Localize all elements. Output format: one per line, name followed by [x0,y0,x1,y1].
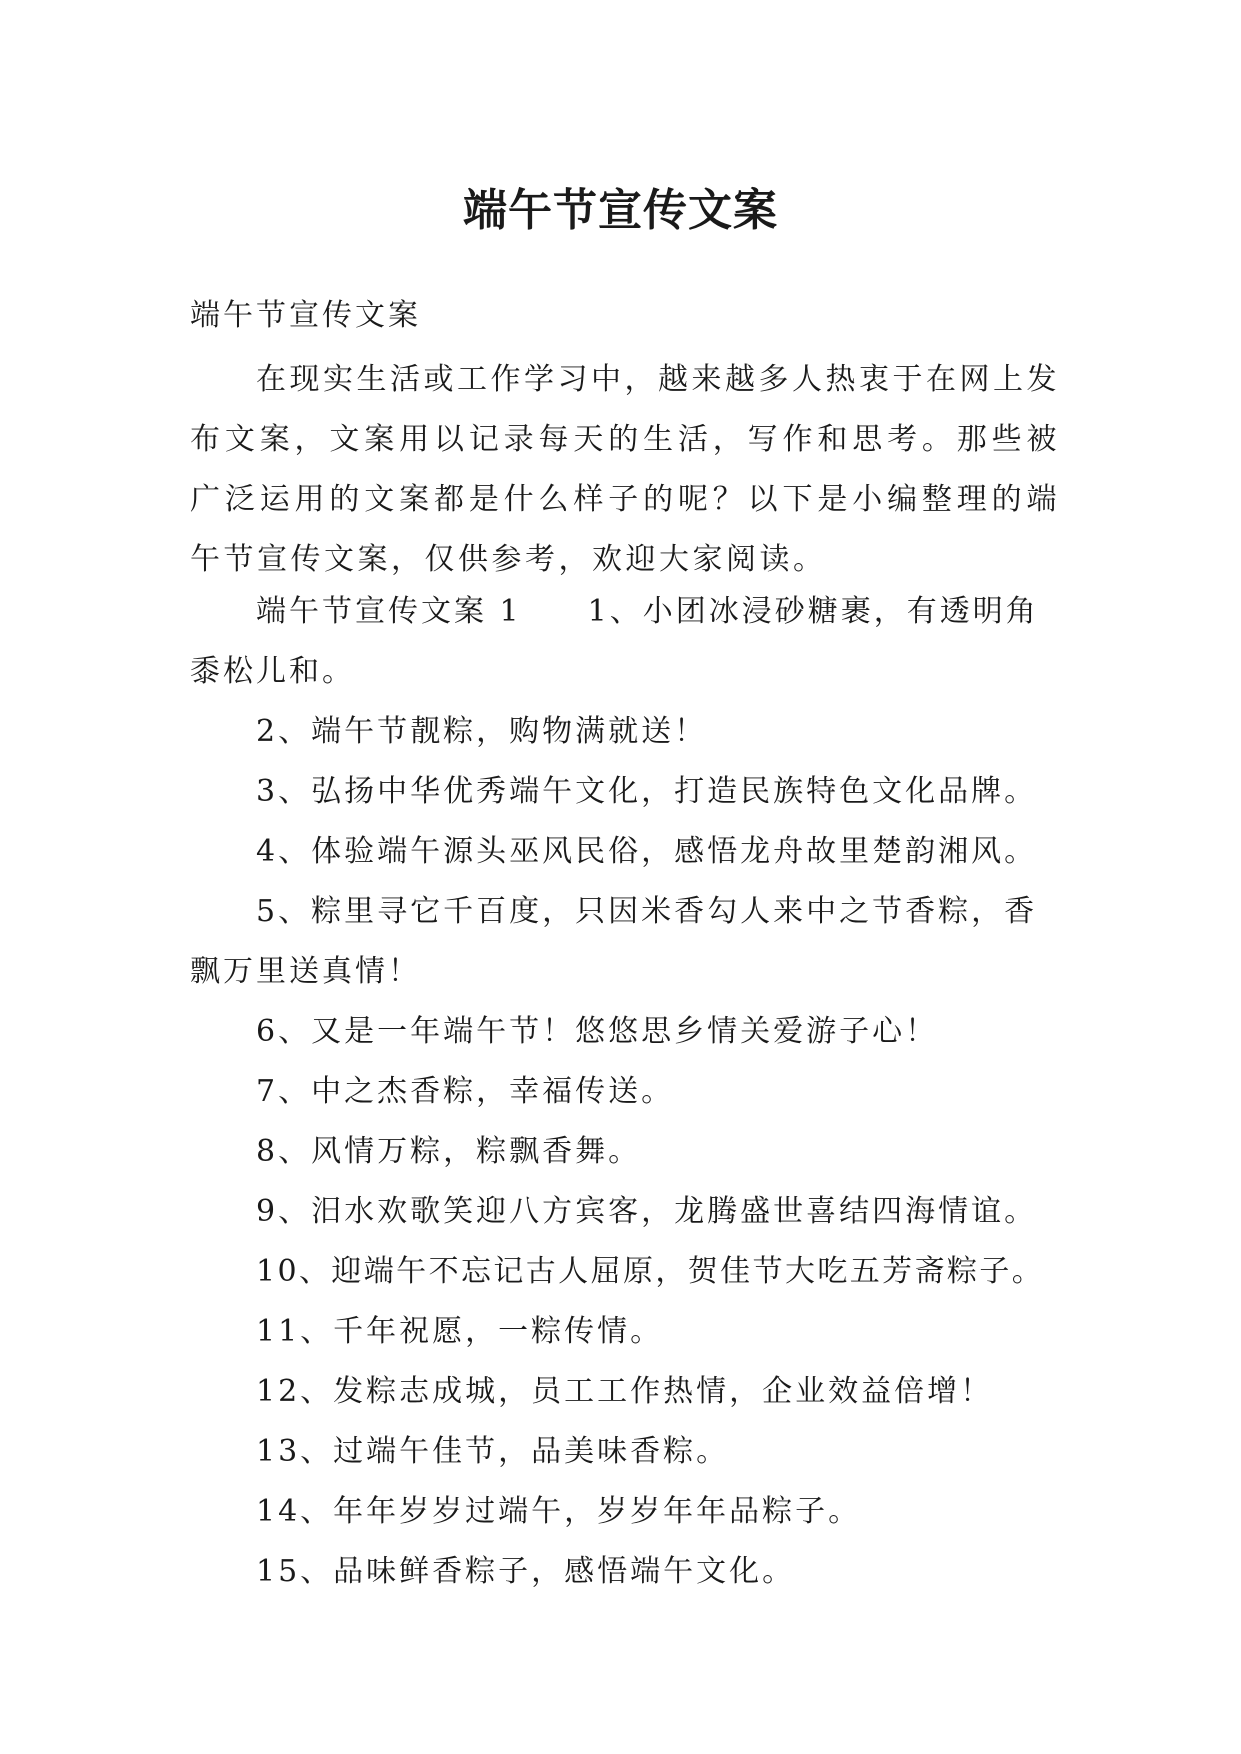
list-item: 端午节宣传文案 1 1、小团冰浸砂糖裹，有透明角黍松儿和。 [190,594,1039,689]
list-item: 6、又是一年端午节！悠悠思乡情关爱游子心！ [256,1014,939,1049]
list-item: 11、千年祝愿，一粽传情。 [256,1314,664,1349]
page-title: 端午节宣传文案 [463,185,778,237]
list-item: 14、年年岁岁过端午，岁岁年年品粽子。 [256,1494,862,1529]
list-item: 12、发粽志成城，员工工作热情，企业效益倍增！ [256,1374,994,1409]
list-item: 7、中之杰香粽，幸福传送。 [256,1074,675,1109]
slogan-list [190,582,1070,1602]
list-item: 13、过端午佳节，品美味香粽。 [256,1434,730,1469]
list-item: 8、风情万粽，粽飘香舞。 [256,1134,642,1169]
list-item: 3、弘扬中华优秀端午文化，打造民族特色文化品牌。 [256,774,1038,809]
intro-paragraph: 在现实生活或工作学习中，越来越多人热衷于在网上发布文案，文案用以记录每天的生活，写作和思考。那些被广泛运用的文案都是什么样子的呢？以下是小编整理的端午节宣传文案，仅供参考，欢迎大家阅读。 [190,362,1060,577]
list-item: 2、端午节靓粽，购物满就送！ [256,714,708,749]
list-item: 10、迎端午不忘记古人屈原，贺佳节大吃五芳斋粽子。 [256,1254,1045,1289]
list-item: 4、体验端午源头巫风民俗，感悟龙舟故里楚韵湘风。 [256,834,1038,869]
list-item: 15、品味鲜香粽子，感悟端午文化。 [256,1554,796,1589]
list-item: 9、汨水欢歌笑迎八方宾客，龙腾盛世喜结四海情谊。 [256,1194,1038,1229]
list-item: 5、粽里寻它千百度，只因米香勾人来中之节香粽，香飘万里送真情！ [190,894,1038,989]
document-subtitle: 端午节宣传文案 [190,298,421,333]
